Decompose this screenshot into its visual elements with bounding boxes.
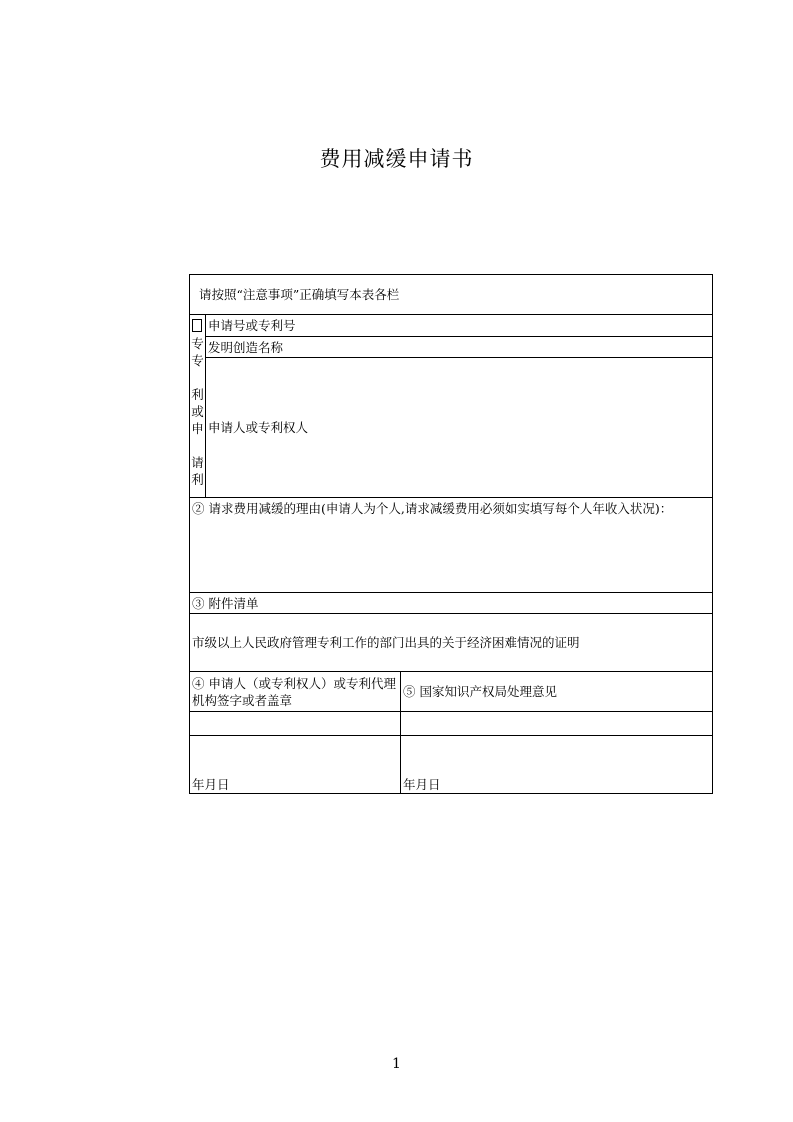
vertical-char: 请 [191, 455, 204, 470]
vertical-char: 利 [191, 472, 204, 487]
blank-row [190, 712, 713, 736]
vertical-char: 利 [191, 387, 204, 402]
vertical-char: 或 [191, 404, 204, 419]
section-1-vertical-label [190, 315, 206, 498]
applicant-signature-blank[interactable] [190, 712, 401, 736]
application-number-row [190, 315, 713, 337]
invention-name-field[interactable]: 发明创造名称 [206, 337, 713, 358]
page-number: 1 [392, 1056, 401, 1072]
invention-name-row [190, 337, 713, 358]
section-1-marker-box [192, 319, 202, 332]
vertical-char: 专 [191, 353, 204, 368]
instruction-text: 请按照“注意事项”正确填写本表各栏 [190, 275, 713, 315]
office-date-field[interactable]: 年月日 [401, 736, 713, 794]
attachment-header-row [190, 593, 713, 614]
reduction-reason-field[interactable]: ② 请求费用减缓的理由(申请人为个人,请求减缓费用必须如实填写每个人年收入状况)： [190, 498, 713, 593]
attachment-list-label: ③ 附件清单 [190, 593, 713, 614]
attachment-item-row [190, 614, 713, 672]
page-title: 费用减缓申请书 [319, 147, 474, 171]
fee-reduction-form [189, 274, 713, 794]
applicant-signature-label: ④ 申请人（或专利权人）或专利代理机构签字或者盖章 [190, 672, 401, 712]
signature-header-row [190, 672, 713, 712]
applicant-row [190, 358, 713, 498]
vertical-char: 专 [191, 336, 204, 351]
vertical-char: 申 [191, 421, 204, 436]
office-opinion-label: ⑤ 国家知识产权局处理意见 [401, 672, 713, 712]
instruction-row [190, 275, 713, 315]
application-number-field[interactable]: 申请号或专利号 [206, 315, 713, 337]
reason-row [190, 498, 713, 593]
date-row [190, 736, 713, 794]
applicant-date-field[interactable]: 年月日 [190, 736, 401, 794]
office-opinion-blank[interactable] [401, 712, 713, 736]
applicant-field[interactable]: 申请人或专利权人 [206, 358, 713, 498]
attachment-item: 市级以上人民政府管理专利工作的部门出具的关于经济困难情况的证明 [190, 614, 713, 672]
